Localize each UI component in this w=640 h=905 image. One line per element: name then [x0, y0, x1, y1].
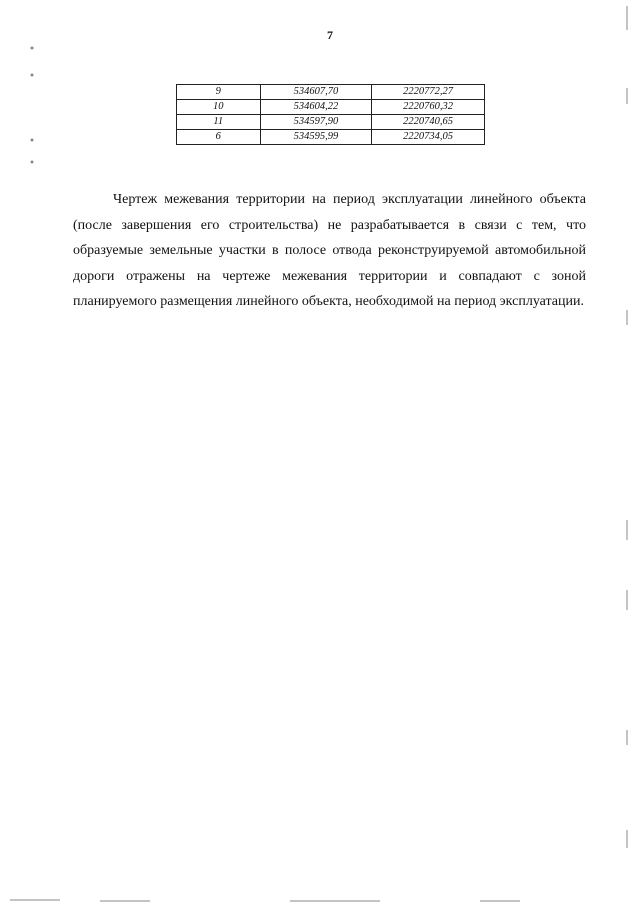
y-coordinate-cell: 2220734,05 — [372, 130, 485, 145]
scan-dot — [31, 47, 33, 49]
scan-dot — [31, 74, 33, 76]
x-coordinate-cell: 534604,22 — [260, 100, 372, 115]
body-paragraph: Чертеж межевания территории на период эксплуатации линейного объекта (после завершения его строительства) не разрабатывается в связи с тем, что образуемые земельные участки в полосе отвода реконструируемой автомобильной дороги отражены на чертеже межевания территории и совпадают с зоной планируемого размещения линейного объекта, необходимой на период эксплуатации. — [73, 192, 586, 310]
y-coordinate-cell: 2220772,27 — [372, 85, 485, 100]
x-coordinate-cell: 534595,99 — [260, 130, 372, 145]
y-coordinate-cell: 2220740,65 — [372, 115, 485, 130]
table-row — [177, 115, 485, 130]
coordinates-table — [176, 84, 485, 145]
scan-dot — [31, 139, 33, 141]
point-number-cell: 10 — [177, 100, 261, 115]
table-row — [177, 85, 485, 100]
table-row — [177, 100, 485, 115]
point-number-cell: 6 — [177, 130, 261, 145]
point-number-cell: 9 — [177, 85, 261, 100]
page-number: 7 — [327, 28, 333, 42]
x-coordinate-cell: 534607,70 — [260, 85, 372, 100]
point-number-cell: 11 — [177, 115, 261, 130]
scan-dot — [31, 161, 33, 163]
table-row — [177, 130, 485, 145]
y-coordinate-cell: 2220760,32 — [372, 100, 485, 115]
x-coordinate-cell: 534597,90 — [260, 115, 372, 130]
